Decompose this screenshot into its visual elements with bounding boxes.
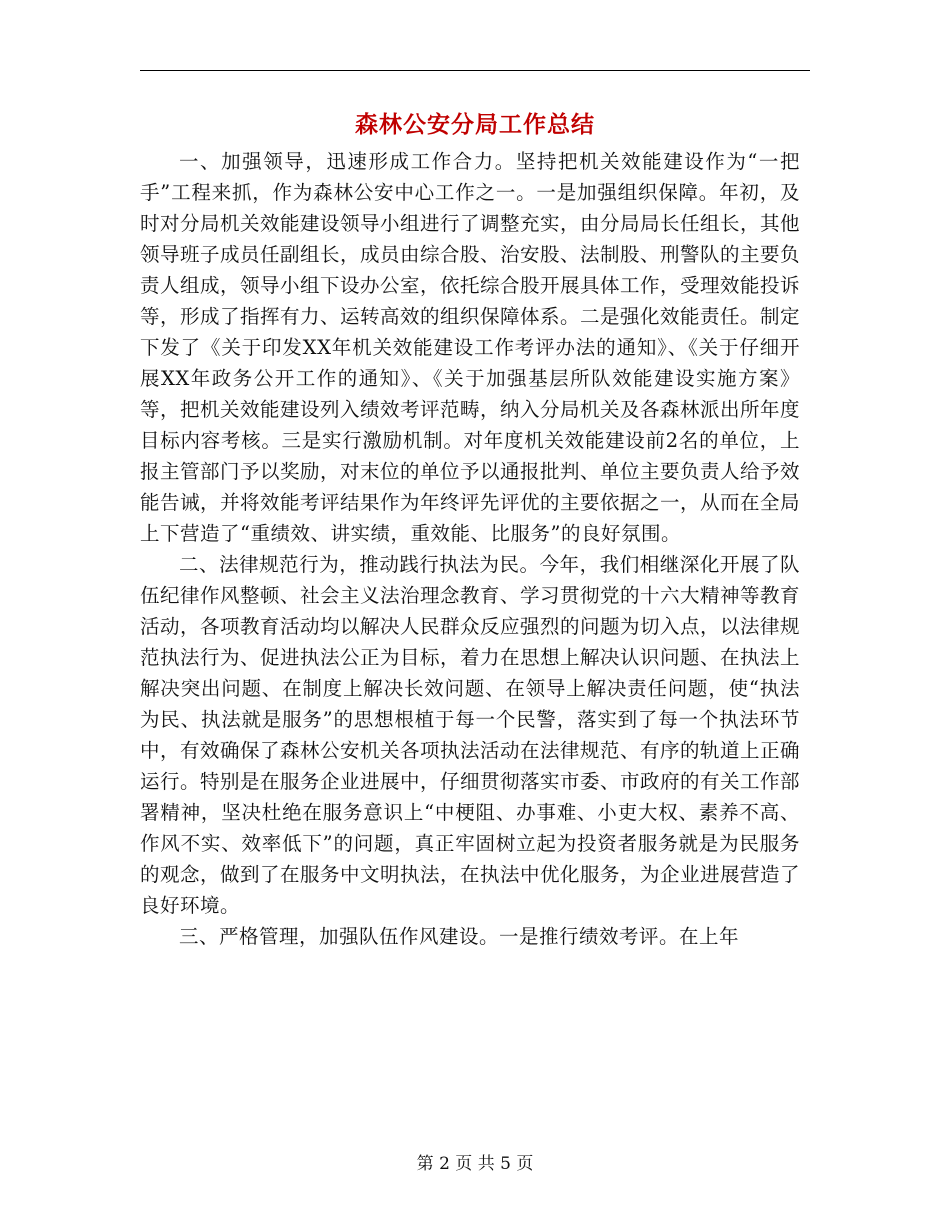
document-title: 森林公安分局工作总结 [355, 111, 595, 138]
header-rule [140, 70, 810, 71]
paragraph-leadership: 一、加强领导，迅速形成工作合力。坚持把机关效能建设作为“一把手”工程来抓，作为森林公安中心工作之一。一是加强组织保障。年初，及时对分局机关效能建设领导小组进行了调整充实，由分局局长任组长，其他领导班子成员任副组长，成员由综合股、治安股、法制股、刑警队的主要负责人组成，领导小组下设办公室，依托综合股开展具体工作，受理效能投诉等，形成了指挥有力、运转高效的组织保障体系。二是强化效能责任。制定下发了《关于印发XX年机关效能建设工作考评办法的通知》、《关于仔细开展XX年政务公开工作的通知》、《关于加强基层所队效能建设实施方案》等，把机关效能建设列入绩效考评范畴，纳入分局机关及各森林派出所年度目标内容考核。三是实行激励机制。对年度机关效能建设前2名的单位，上报主管部门予以奖励，对末位的单位予以通报批判、单位主要负责人给予效能告诫，并将效能考评结果作为年终评先评优的主要依据之一，从而在全局上下营造了“重绩效、讲实绩，重效能、比服务”的良好氛围。 [140, 150, 801, 545]
document-body [140, 146, 800, 952]
page-number: 第 2 页 共 5 页 [416, 1154, 534, 1174]
paragraph-law-enforcement: 二、法律规范行为，推动践行执法为民。今年，我们相继深化开展了队伍纪律作风整顿、社会主义法治理念教育、学习贯彻党的十六大精神等教育活动，各项教育活动均以解决人民群众反应强烈的问题为切入点，以法律规范执法行为、促进执法公正为目标，着力在思想上解决认识问题、在执法上解决突出问题、在制度上解决长效问题、在领导上解决责任问题，使“执法为民、执法就是服务”的思想根植于每一个民警，落实到了每一个执法环节中，有效确保了森林公安机关各项执法活动在法律规范、有序的轨道上正确运行。特别是在服务企业进展中，仔细贯彻落实市委、市政府的有关工作部署精神，坚决杜绝在服务意识上“中梗阻、办事难、小吏大权、素养不高、作风不实、效率低下”的问题，真正牢固树立起为投资者服务就是为民服务的观念，做到了在服务中文明执法，在执法中优化服务，为企业进展营造了良好环境。 [140, 553, 801, 917]
paragraph-management: 三、严格管理，加强队伍作风建设。一是推行绩效考评。在上年 [179, 925, 740, 948]
